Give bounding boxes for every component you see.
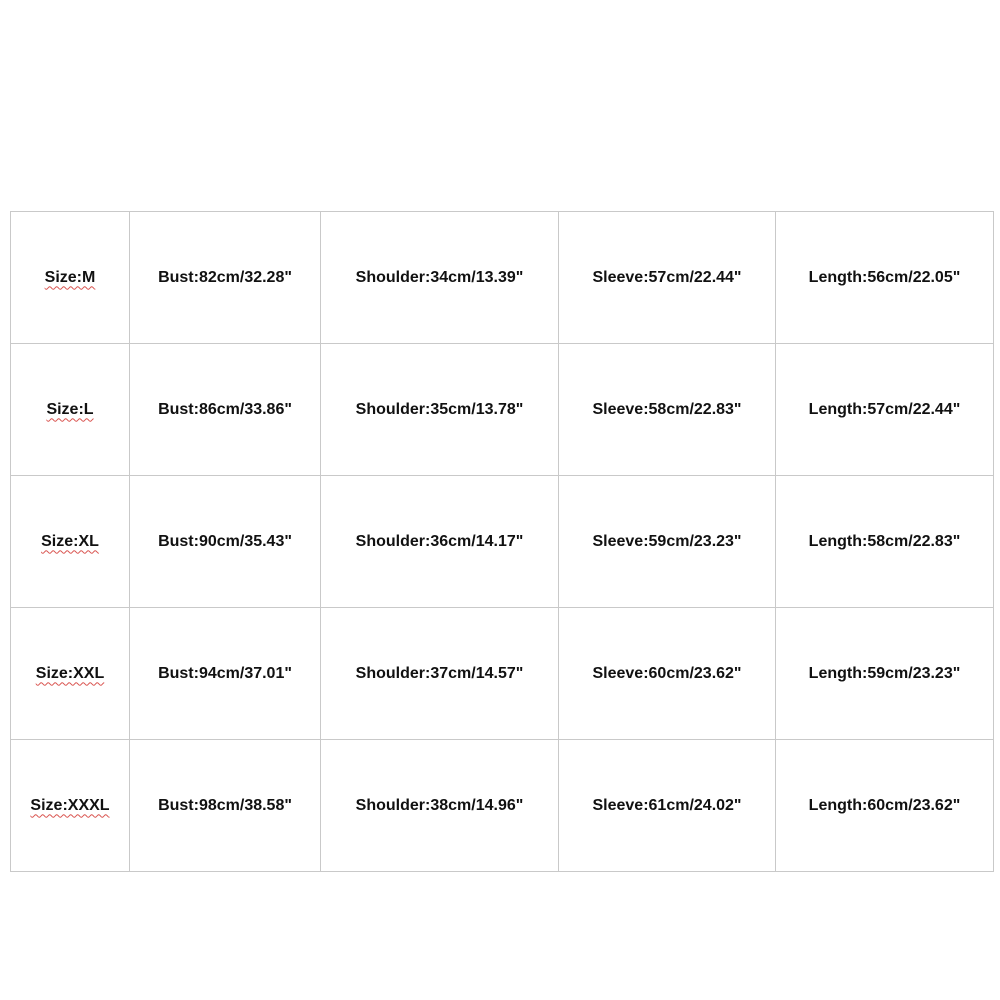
size-cell [11,344,130,476]
size-cell [11,740,130,872]
sleeve-cell: Sleeve:61cm/24.02" [559,740,776,872]
size-label: Size:M [44,268,96,286]
sleeve-cell: Sleeve:58cm/22.83" [559,344,776,476]
bust-cell: Bust:98cm/38.58" [130,740,321,872]
table-row [11,740,994,872]
bust-cell: Bust:82cm/32.28" [130,212,321,344]
size-label: Size:XXXL [30,796,110,814]
sleeve-cell: Sleeve:57cm/22.44" [559,212,776,344]
table-row [11,344,994,476]
length-cell: Length:58cm/22.83" [776,476,994,608]
size-cell [11,608,130,740]
size-cell [11,212,130,344]
shoulder-cell: Shoulder:37cm/14.57" [321,608,559,740]
size-label: Size:XL [41,532,99,550]
length-cell: Length:59cm/23.23" [776,608,994,740]
table-row [11,608,994,740]
shoulder-cell: Shoulder:36cm/14.17" [321,476,559,608]
length-cell: Length:56cm/22.05" [776,212,994,344]
shoulder-cell: Shoulder:35cm/13.78" [321,344,559,476]
table-row [11,212,994,344]
length-cell: Length:60cm/23.62" [776,740,994,872]
bust-cell: Bust:86cm/33.86" [130,344,321,476]
size-chart-table [10,211,994,872]
bust-cell: Bust:94cm/37.01" [130,608,321,740]
shoulder-cell: Shoulder:38cm/14.96" [321,740,559,872]
bust-cell: Bust:90cm/35.43" [130,476,321,608]
table-row [11,476,994,608]
shoulder-cell: Shoulder:34cm/13.39" [321,212,559,344]
length-cell: Length:57cm/22.44" [776,344,994,476]
size-cell [11,476,130,608]
sleeve-cell: Sleeve:59cm/23.23" [559,476,776,608]
size-label: Size:L [46,400,94,418]
size-label: Size:XXL [35,664,105,682]
sleeve-cell: Sleeve:60cm/23.62" [559,608,776,740]
